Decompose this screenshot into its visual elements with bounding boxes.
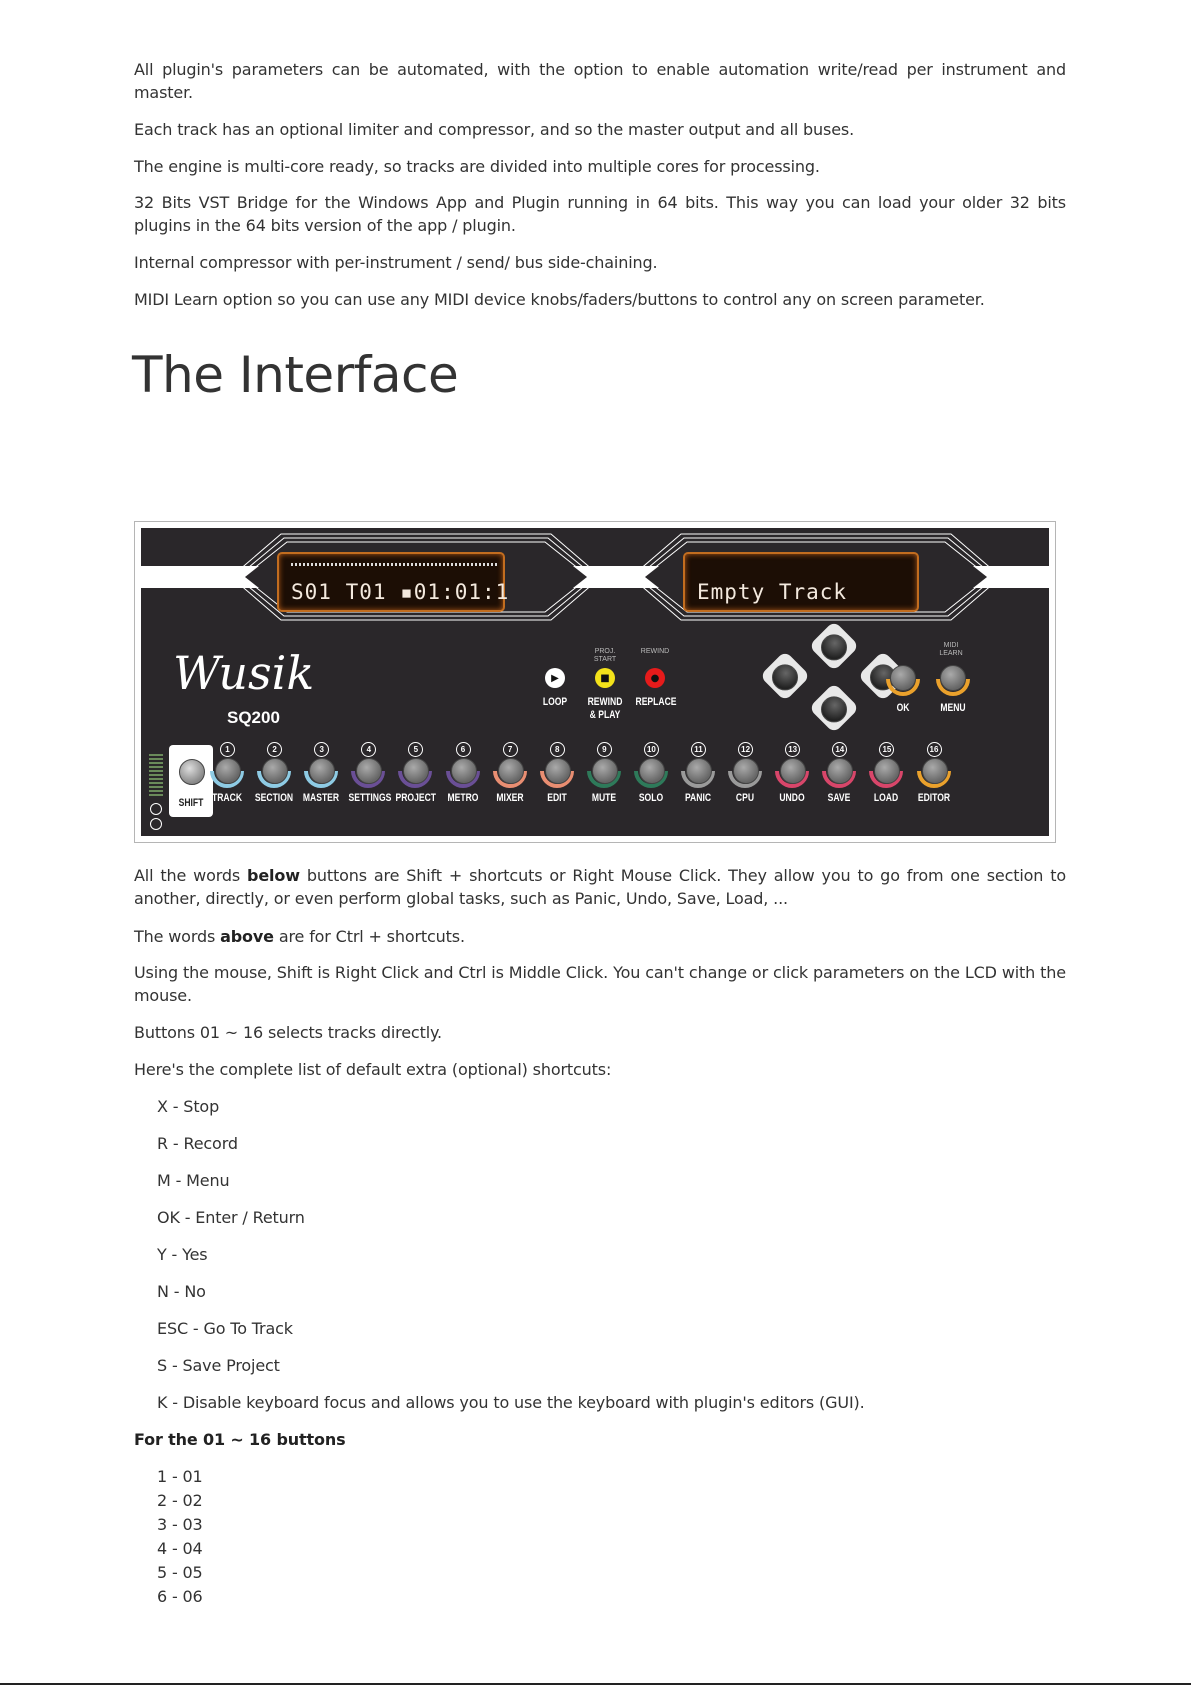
track-button-label: LOAD: [874, 792, 899, 804]
paragraph-vst-bridge: 32 Bits VST Bridge for the Windows App and Plugin running in 64 bits. This way you can load your older 32 bits plugins in the 64 bits version of the app / plugin.: [134, 193, 1066, 235]
lcd-dot-row: [291, 563, 499, 566]
track-button-knob: [639, 758, 665, 784]
track-button-label: SOLO: [638, 792, 664, 804]
number-key-item: 3 - 03: [157, 1515, 203, 1534]
track-button-number: 7: [503, 742, 518, 757]
shortcut-item: M - Menu: [157, 1171, 230, 1190]
shortcut-item: Y - Yes: [157, 1245, 208, 1264]
interface-screenshot: [134, 521, 1056, 843]
transport-symbol-icon: ▶: [551, 672, 559, 684]
track-button-label: CPU: [736, 792, 755, 804]
paragraph-below-words: [134, 864, 1066, 910]
track-button-number: 11: [691, 742, 706, 757]
track-button-label: MIXER: [496, 792, 524, 804]
transport-button-face: [645, 668, 665, 688]
page-title: The Interface: [132, 346, 459, 404]
track-button-knob: [733, 758, 759, 784]
track-button-label: PANIC: [684, 792, 712, 804]
shortcut-item: ESC - Go To Track: [157, 1319, 293, 1338]
lcd-display-left: [277, 552, 510, 612]
arrow-down-knob: [816, 691, 853, 728]
ok-label: OK: [896, 702, 910, 714]
track-button-label: MUTE: [591, 792, 616, 804]
track-button-number: 3: [314, 742, 329, 757]
shortcut-item: R - Record: [157, 1134, 238, 1153]
meter-indicator-bottom: [150, 818, 162, 830]
track-button-number: 13: [785, 742, 800, 757]
arrow-left-button[interactable]: [760, 651, 811, 702]
track-button-label: PROJECT: [395, 792, 437, 804]
number-key-item: 5 - 05: [157, 1563, 203, 1582]
paragraph-compressor: Internal compressor with per-instrument / send/ bus side-chaining.: [134, 253, 658, 272]
shift-button[interactable]: [169, 745, 213, 817]
track-button-number: 16: [927, 742, 942, 757]
track-button-number: 5: [408, 742, 423, 757]
transport-label: LOOP: [542, 696, 568, 708]
shift-knob: [179, 759, 205, 785]
track-button-knob: [498, 758, 524, 784]
shortcut-item: OK - Enter / Return: [157, 1208, 305, 1227]
track-button-number: 14: [832, 742, 847, 757]
lcd-position-text: S01 T01 ▪01:01:1: [291, 580, 510, 604]
lcd-track-text: Empty Track: [697, 580, 848, 604]
midi-learn-label: MIDI LEARN: [939, 642, 963, 657]
transport-button-face: [545, 668, 565, 688]
arrow-down-button[interactable]: [809, 683, 860, 734]
shortcut-item: X - Stop: [157, 1097, 220, 1116]
track-button-number: 8: [550, 742, 565, 757]
track-button-knob: [215, 758, 241, 784]
paragraph-limiter: Each track has an optional limiter and compressor, and so the master output and all buses.: [134, 120, 855, 139]
track-button-knob: [309, 758, 335, 784]
paragraph-buttons: Buttons 01 ~ 16 selects tracks directly.: [134, 1023, 442, 1042]
track-button-label: SAVE: [827, 792, 851, 804]
track-button-number: 2: [267, 742, 282, 757]
ok-knob: [890, 665, 916, 691]
number-key-item: 6 - 06: [157, 1587, 203, 1606]
below-post: buttons are Shift + shortcuts or Right Mouse Click. They allow you to go from one section to another, directly, or even perform global tasks, such as Panic, Undo, Save, Load, ...: [134, 866, 1067, 908]
track-button-knob: [780, 758, 806, 784]
shortcut-item: S - Save Project: [157, 1356, 280, 1375]
shortcut-item: N - No: [157, 1282, 206, 1301]
arrow-up-knob: [816, 629, 853, 666]
track-button-label: EDIT: [546, 792, 567, 804]
above-post: are for Ctrl + shortcuts.: [273, 927, 465, 946]
meter-indicator-top: [150, 803, 162, 815]
track-button-number: 6: [456, 742, 471, 757]
track-button-label: UNDO: [779, 792, 805, 804]
track-button-number: 10: [644, 742, 659, 757]
number-key-item: 1 - 01: [157, 1467, 203, 1486]
below-pre: All the words: [134, 866, 248, 885]
menu-knob: [940, 665, 966, 691]
above-pre: The words: [134, 927, 221, 946]
paragraph-mouse: Using the mouse, Shift is Right Click and Ctrl is Middle Click. You can't change or click parameters on the LCD with the mouse.: [134, 963, 1066, 1005]
paragraph-shortcut-intro: Here's the complete list of default extra (optional) shortcuts:: [134, 1060, 612, 1079]
menu-label: MENU: [940, 702, 966, 714]
shift-label: SHIFT: [178, 797, 204, 809]
track-button-number: 4: [361, 742, 376, 757]
track-button-number: 9: [597, 742, 612, 757]
shortcut-item: K - Disable keyboard focus and allows you to use the keyboard with plugin's editors (GUI).: [157, 1393, 865, 1412]
arrow-left-knob: [767, 659, 804, 696]
track-button-knob: [545, 758, 571, 784]
track-button-number: 15: [879, 742, 894, 757]
transport-label: REPLACE: [635, 696, 677, 708]
arrow-up-button[interactable]: [809, 621, 860, 672]
track-button-label: SETTINGS: [348, 792, 392, 804]
track-button-label: MASTER: [303, 792, 340, 804]
track-button-label: SECTION: [255, 792, 294, 804]
track-button-knob: [686, 758, 712, 784]
track-button-number: 1: [220, 742, 235, 757]
transport-symbol-icon: ●: [650, 672, 660, 684]
transport-button-face: [595, 668, 615, 688]
number-key-item: 2 - 02: [157, 1491, 203, 1510]
track-button-label: TRACK: [211, 792, 243, 804]
level-meter: [149, 754, 163, 798]
track-button-knob: [592, 758, 618, 784]
number-key-item: 4 - 04: [157, 1539, 203, 1558]
lcd-display-right: [683, 552, 919, 612]
paragraph-multicore: The engine is multi-core ready, so tracks are divided into multiple cores for processing.: [134, 157, 820, 176]
transport-label: REWIND & PLAY: [587, 696, 623, 721]
track-button-knob: [262, 758, 288, 784]
section-heading-number-buttons: For the 01 ~ 16 buttons: [134, 1430, 346, 1449]
sequencer-panel: [141, 528, 1049, 836]
paragraph-midi-learn: MIDI Learn option so you can use any MIDI device knobs/faders/buttons to control any on screen parameter.: [134, 290, 985, 309]
above-bold: above: [220, 927, 274, 946]
model-name: SQ200: [227, 708, 280, 727]
track-button-label: EDITOR: [917, 792, 950, 804]
track-button-knob: [451, 758, 477, 784]
brand-logo: Wusik: [173, 646, 315, 700]
transport-top-label: REWIND: [640, 648, 670, 655]
below-bold: below: [247, 866, 300, 885]
track-button-label: METRO: [446, 792, 478, 804]
paragraph-automation: All plugin's parameters can be automated, with the option to enable automation write/read per instrument and master.: [134, 60, 1066, 102]
transport-top-label: PROJ. START: [593, 648, 617, 663]
track-button-knob: [922, 758, 948, 784]
track-button-number: 12: [738, 742, 753, 757]
paragraph-above-words: [134, 925, 1066, 948]
transport-symbol-icon: ■: [600, 672, 610, 684]
